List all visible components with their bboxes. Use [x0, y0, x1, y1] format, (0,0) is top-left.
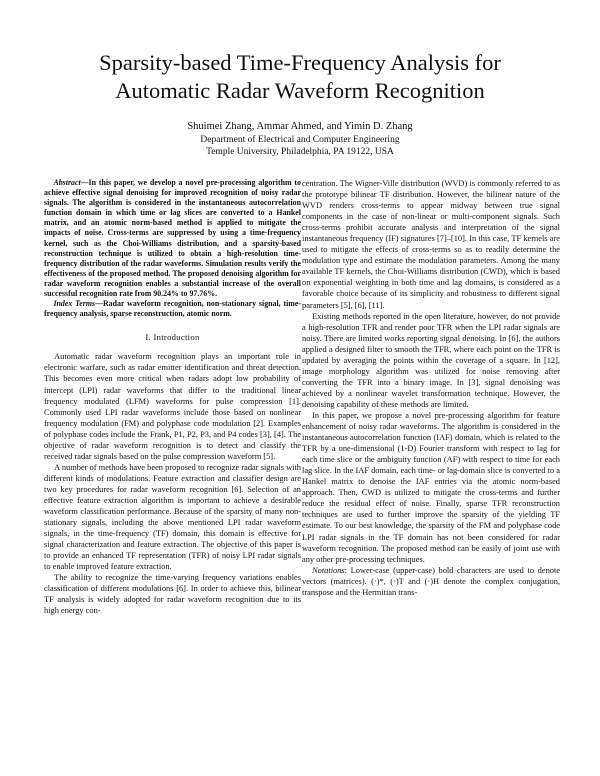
paper-title-line-2: Automatic Radar Waveform Recognition	[115, 78, 485, 103]
index-terms-text: —Radar waveform recognition, non-stationary signal, time-frequency analysis, sparse reconstruction, atomic norm.	[44, 299, 302, 319]
right-column	[302, 178, 560, 598]
body-paragraph: In this paper, we propose a novel pre-processing algorithm for feature enhancement of noisy radar waveforms. The algorithm is considered in the instantaneous autocorrelation function (IAF) domain, which is related to the TFR by a one-dimensional (1-D) Fourier transform with respect to lag for each time slice or the ambiguity function (AF) with respect to time for each lag slice. In the IAF domain, each time- or lag-domain slice is converted to a Hankel matrix to denoise the IAF entries via the atomic norm-based approach. Then, CWD is utilized to mitigate the cross-terms and further reduce the residual effect of noise. Finally, sparse TFR reconstruction techniques are used to further improve the sparsity of the yielding TF estimate. To our best knowledge, the sparsity of the FM and polyphase code LPI radar signals in the TF domain has not been considered for radar waveform recognition. The proposed method can be easily of joint use with any other pre-processing techniques.	[302, 410, 560, 564]
affiliation-department: Department of Electrical and Computer Engineering	[200, 135, 400, 145]
body-paragraph: centration. The Wigner-Ville distribution (WVD) is commonly referred to as the prototype bilinear TF distribution. However, the bilinear nature of the WVD renders cross-terms to appear midway between true signal components in the case of non-linear or multi-component signals. Such cross-terms prohibit accurate analysis and interpretation of the signal instantaneous frequency (IF) signatures [7]–[10]. In this case, TF kernels are used to mitigate the effects of cross-terms so as to readily determine the modulation type and estimate the modulation parameters. Among the many available TF kernels, the Choi-Williams distribution (CWD), which is based on exponential weighting in both time and lag domains, is considered as a favorable choice because of its simplicity and robustness to different signal parameters [5], [6], [11].	[302, 179, 560, 310]
index-terms	[44, 299, 301, 319]
body-paragraph: A number of methods have been proposed to recognize radar signals with different kinds of modulations. Feature extraction and classifier design are two key procedures for radar waveform recognition [6]. Selection of an effective feature extraction algorithm is important to achieve a desirable waveform classification performance. Because of the sparsity of many non-stationary signals, including the above mentioned LPI radar waveform signals, in the time-frequency (TF) domain, this domain is effective for signal characterization and feature extraction. The objective of this paper is to provide an enhanced TF representation (TFR) of noisy LPI radar signals to enable improved feature extraction.	[44, 462, 301, 572]
section-heading-introduction: I. Introduction	[145, 332, 200, 343]
abstract	[44, 178, 301, 299]
affiliation-university: Temple University, Philadelphia, PA 19122, USA	[206, 147, 394, 157]
paper-title-line-1: Sparsity-based Time-Frequency Analysis for	[99, 50, 501, 75]
index-terms-label: Index Terms	[53, 299, 96, 309]
body-paragraph: The ability to recognize the time-varying frequency variations enables classification of different modulations [6]. In order to achieve this, bilinear TF analysis is widely adopted for radar waveform recognition due to its high energy con-	[44, 573, 301, 616]
notations-text: : Lower-case (upper-case) bold characters are used to denote vectors (matrices). (·)*, (·)T and (·)H denote the complex conjugation, transpose and the Hermitian trans-	[302, 565, 560, 597]
author-list: Shuimei Zhang, Ammar Ahmed, and Yimin D. Zhang	[187, 121, 413, 132]
abstract-label: Abstract	[53, 178, 81, 187]
notations-label: Notations	[312, 565, 345, 575]
body-paragraph: Existing methods reported in the open literature, however, do not provide a high-resolution TFR and render poor TFR when the LPI radar signals are noisy. There are limited works reporting signal denoising. In [6], the authors applied a designed filter to smooth the TFR, where each point on the TFR is updated by averaging the points within the coverage of a square. In [12], image morphology algorithm was utilized for noise removing after converting the TFR into a binary image. In [3], signal denoising was achieved by a nonlinear wavelet transformation technique. However, the denoising capability of these methods are limited.	[302, 311, 560, 409]
left-column	[44, 178, 301, 616]
abstract-text: —In this paper, we develop a novel pre-processing algorithm to achieve effective signal denoising for improved recognition of noisy radar signals. The algorithm is considered in the instantaneous autocorrelation function domain in which time or lag slices are converted to a Hankel matrix, and an atomic norm-based method is applied to mitigate the impacts of noise. Cross-terms are suppressed by using a time-frequency kernel, such as the Choi-Williams distribution, and a sparsity-based reconstruction technique is utilized to obtain a high-resolution time-frequency distribution of the radar waveforms. Simulation results verify the effectiveness of the proposed method. The proposed denoising algorithm for radar waveform recognition enables a substantial increase of the overall successful recognition rate from 90.24% to 97.76%.	[44, 178, 301, 299]
notations-paragraph	[302, 565, 560, 598]
body-paragraph: Automatic radar waveform recognition plays an important role in electronic warfare, such as radar emitter identification and threat detection. This becomes even more critical when radars adopt low probability of intercept (LPI) radar waveforms that differ to the traditional linear frequency modulated (LFM) waveforms for pulse compression [1]. Commonly used LPI radar waveforms include those based on nonlinear frequency modulation (FM) and polyphase code modulation [2]. Examples of polyphase codes include the Frank, P1, P2, P3, and P4 codes [3], [4]. The objective of radar waveform recognition is to detect and classify the received radar signals based on the pulse compression waveform [5].	[44, 352, 301, 461]
